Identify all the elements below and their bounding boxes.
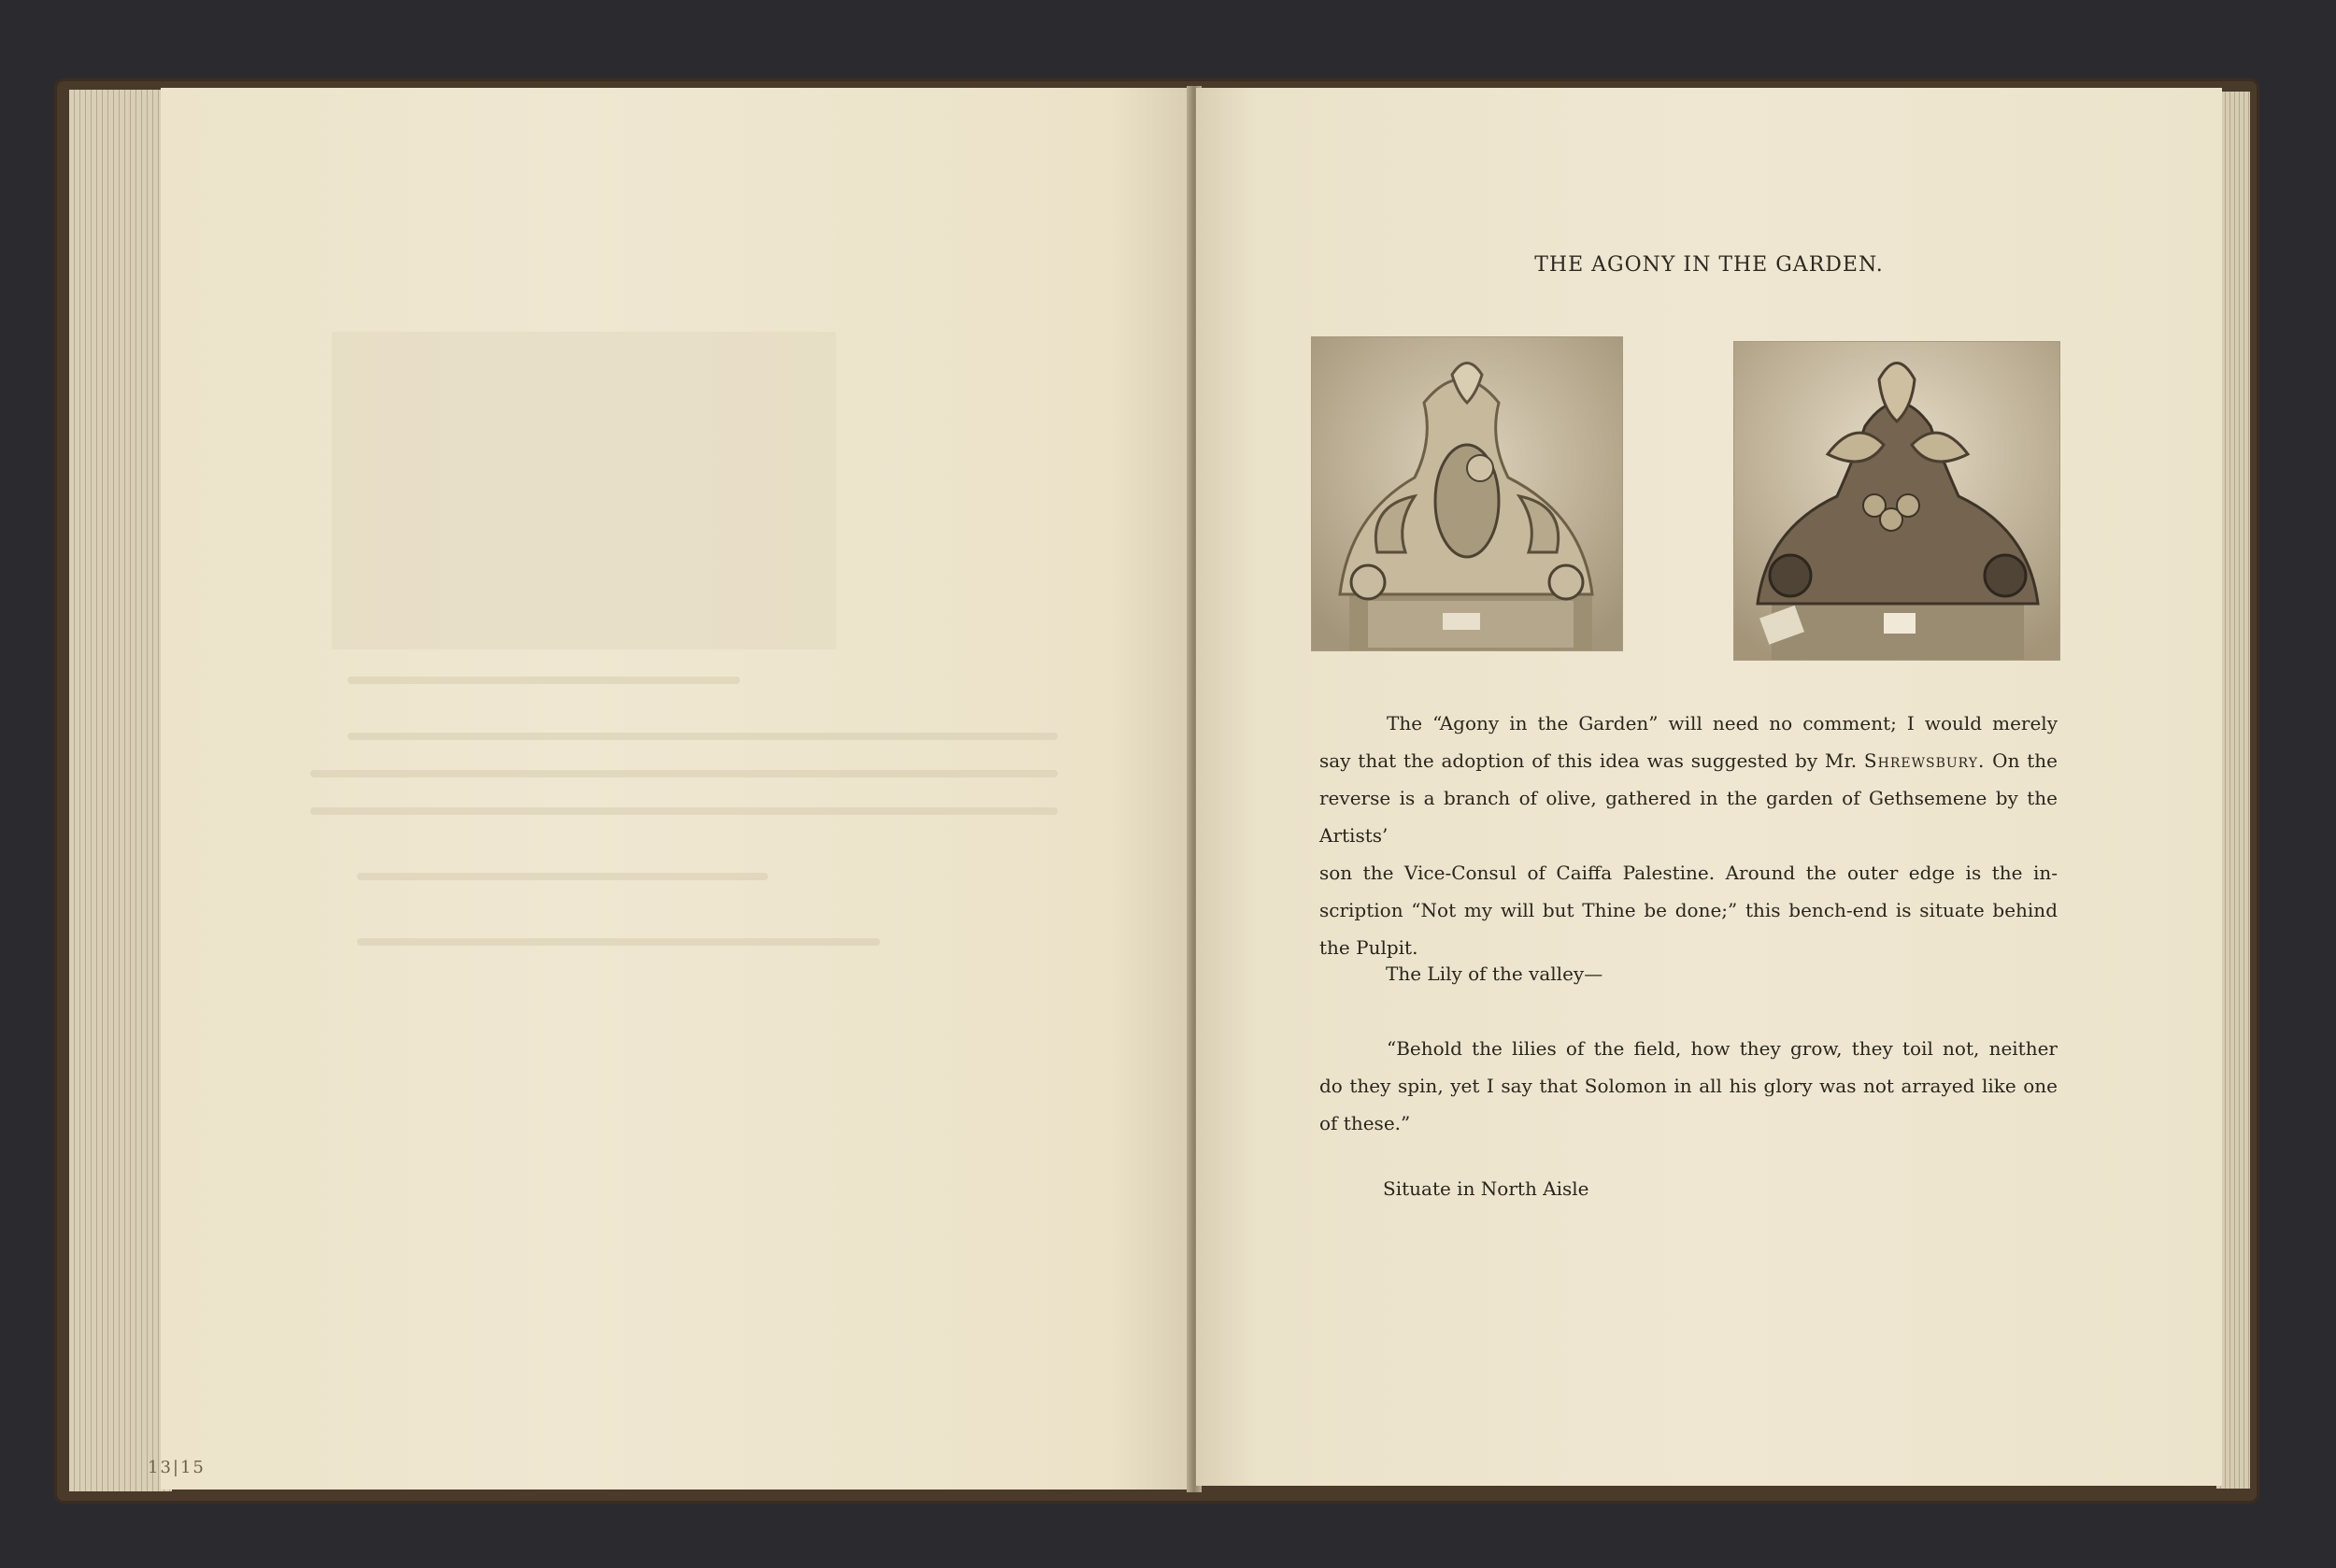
text-line: son the Vice-Consul of Caiffa Palestine. Around the outer edge is the in- (1319, 862, 2058, 884)
bleed-through-line (348, 733, 1058, 740)
left-page (161, 88, 1193, 1490)
quote-paragraph (1319, 1030, 2058, 1142)
lily-heading: The Lily of the valley— (1386, 962, 1603, 985)
text-line: “Behold the lilies of the field, how they grow, they toil not, neither (1387, 1037, 2058, 1060)
bleed-through-photo (332, 332, 836, 649)
bleed-through-line (348, 677, 740, 684)
page-number: 13|15 (148, 1458, 206, 1477)
situate-note: Situate in North Aisle (1383, 1177, 1589, 1200)
text-line: the Pulpit. (1319, 936, 1418, 959)
text-line: do they spin, yet I say that Solomon in all his glory was not arrayed like one (1319, 1075, 2058, 1097)
bleed-through-line (310, 807, 1058, 815)
carving-olive-icon (1734, 342, 2059, 660)
left-page-edges (69, 90, 172, 1491)
carving-figure-icon (1312, 337, 1622, 650)
name-shrewsbury: Shrewsbury. (1863, 749, 1986, 772)
paragraph-agony (1319, 705, 2058, 966)
bleed-through-line (357, 938, 880, 946)
carved-bench-end-olive-photo (1733, 341, 2060, 661)
text-line: reverse is a branch of olive, gathered in the garden of Gethsemene by the Artists’ (1319, 787, 2058, 847)
text-line: of these.” (1319, 1112, 1411, 1134)
bleed-through-line (310, 770, 1058, 777)
bleed-through-line (357, 873, 768, 880)
page-title: THE AGONY IN THE GARDEN. (1534, 253, 1884, 277)
text-fragment: On the (1992, 749, 2058, 772)
text-fragment: say that the adoption of this idea was suggested by Mr. (1319, 749, 1858, 772)
text-line (1319, 742, 2058, 779)
carved-bench-end-figure-photo (1311, 336, 1623, 651)
text-line: scription “Not my will but Thine be done;” this bench-end is situate behind (1319, 899, 2058, 921)
text-line: The “Agony in the Garden” will need no comment; I would merely (1387, 712, 2058, 734)
